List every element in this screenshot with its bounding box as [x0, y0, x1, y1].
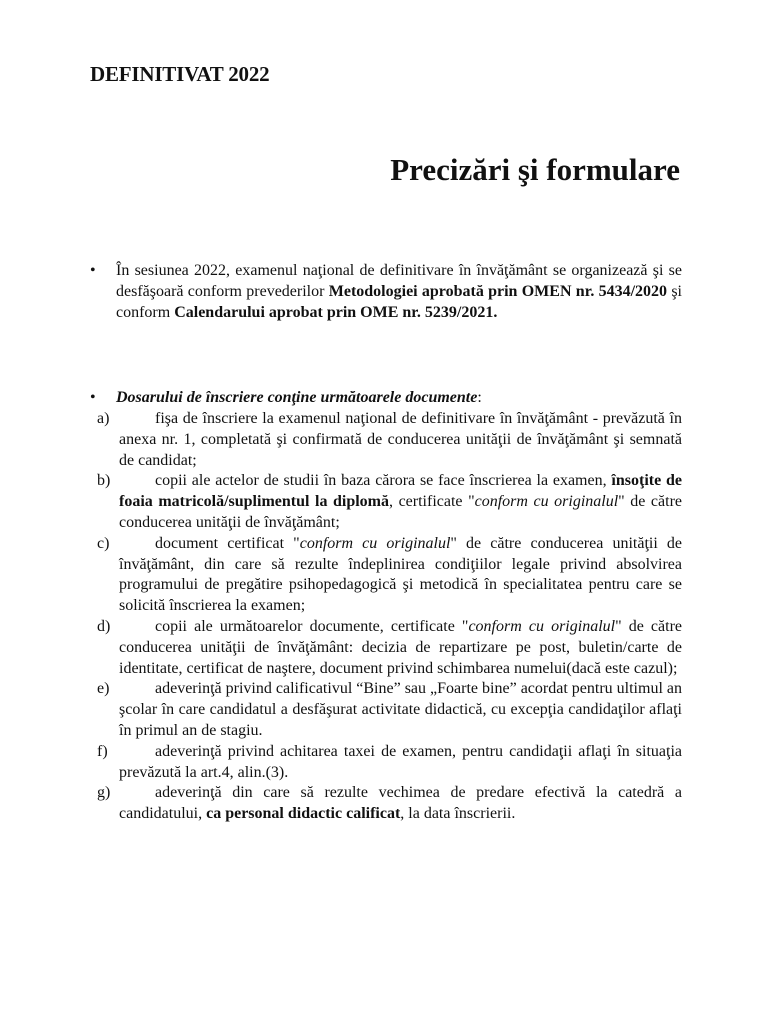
- text-span: adeverinţă privind achitarea taxei de examen, pentru candidaţii aflaţi în situaţia prevăzută la art.4, alin.(3).: [119, 742, 682, 781]
- list-item-d: [97, 617, 682, 679]
- text-span: , la data înscrierii.: [400, 805, 516, 823]
- text-span: şi conform: [116, 282, 682, 321]
- text-span: adeverinţă privind calificativul “Bine” sau „Foarte bine” acordat pentru ultimul an şcolar în care candidatul a desfăşurat activitate didactică, cu excepţia candidaţilor aflaţi în primul an de stagiu.: [119, 680, 682, 739]
- text-span: fişa de înscriere la examenul naţional de definitivare în învăţământ - prevăzută în anexa nr. 1, completată şi confirmată de conducerea unităţii de învăţământ şi semnată de candidat;: [119, 410, 682, 469]
- item-label: g): [97, 784, 111, 802]
- item-label: c): [97, 534, 110, 552]
- text-span: adeverinţă din care să rezulte vechimea de predare efectivă la catedră a candidatului,: [119, 784, 682, 823]
- dossier-heading: Dosarului de înscriere conţine următoarele documente: [116, 389, 478, 406]
- list-item-c: [97, 534, 682, 617]
- document-header: DEFINITIVAT 2022: [90, 62, 270, 86]
- item-text: [119, 409, 682, 471]
- text-span: document certificat ": [155, 534, 300, 552]
- item-label: a): [97, 410, 110, 427]
- text-span: copii ale următoarelor documente, certificate ": [155, 617, 469, 635]
- item-text: [119, 617, 682, 679]
- page-title: Precizări şi formulare: [390, 152, 680, 187]
- list-item-f: [97, 742, 682, 784]
- list-item-g: [97, 783, 682, 825]
- documents-list: [97, 409, 682, 825]
- text-span: " de către conducerea unităţii de învăţământ, din care să rezulte îndeplinirea condiţiilor legale privind absolvirea programului de pregătire psihopedagogică şi metodică în specialitatea pentru care se solicită înscrierea la examen;: [119, 534, 682, 615]
- bold-calendar: Calendarului aprobat prin OME nr. 5239/2021.: [174, 303, 498, 321]
- bold-methodology: Metodologiei aprobată prin OMEN nr. 5434/2020: [328, 282, 668, 300]
- text-span: " de către conducerea unităţii de învăţământ;: [119, 493, 682, 531]
- italic-text: conform cu originalul: [468, 617, 616, 635]
- item-label: b): [97, 472, 111, 490]
- bullet-session-info: [90, 261, 682, 323]
- item-label: e): [97, 680, 110, 698]
- item-label: f): [97, 742, 108, 760]
- list-item-b: [97, 471, 682, 533]
- italic-text: conform cu originalul: [474, 493, 619, 511]
- bullet-dot: •: [90, 262, 96, 279]
- text-span: În sesiunea 2022, examenul naţional de definitivare în învăţământ se organizează şi se desfăşoară conform prevederilor: [116, 262, 682, 300]
- text-span: " de către conducerea unităţii de învăţământ: decizia de repartizare pe post, buletin/carte de identitate, certificat de naştere, document privind schimbarea numelui(dacă este cazul);: [119, 617, 683, 677]
- text-span: , certificate ": [389, 493, 475, 511]
- item-text: [119, 783, 682, 825]
- item-text: [119, 534, 682, 617]
- item-text: [119, 742, 682, 784]
- text-span: :: [477, 389, 482, 406]
- text-span: copii ale actelor de studii în baza cărora se face înscrierea la examen,: [155, 472, 612, 490]
- bullet-dot: •: [90, 389, 96, 406]
- bullet-text: [116, 261, 682, 323]
- item-text: [119, 471, 682, 533]
- bold-text: însoţite de foaia matricolă/suplimentul la diplomă: [119, 472, 682, 511]
- bullet-text: [116, 388, 682, 409]
- list-item-e: [97, 679, 682, 741]
- item-label: d): [97, 617, 111, 635]
- bold-text: ca personal didactic calificat: [206, 805, 401, 823]
- bullet-dossier-heading: [90, 388, 682, 409]
- list-item-a: [97, 409, 682, 471]
- item-text: [119, 679, 682, 741]
- italic-text: conform cu originalul: [299, 534, 451, 552]
